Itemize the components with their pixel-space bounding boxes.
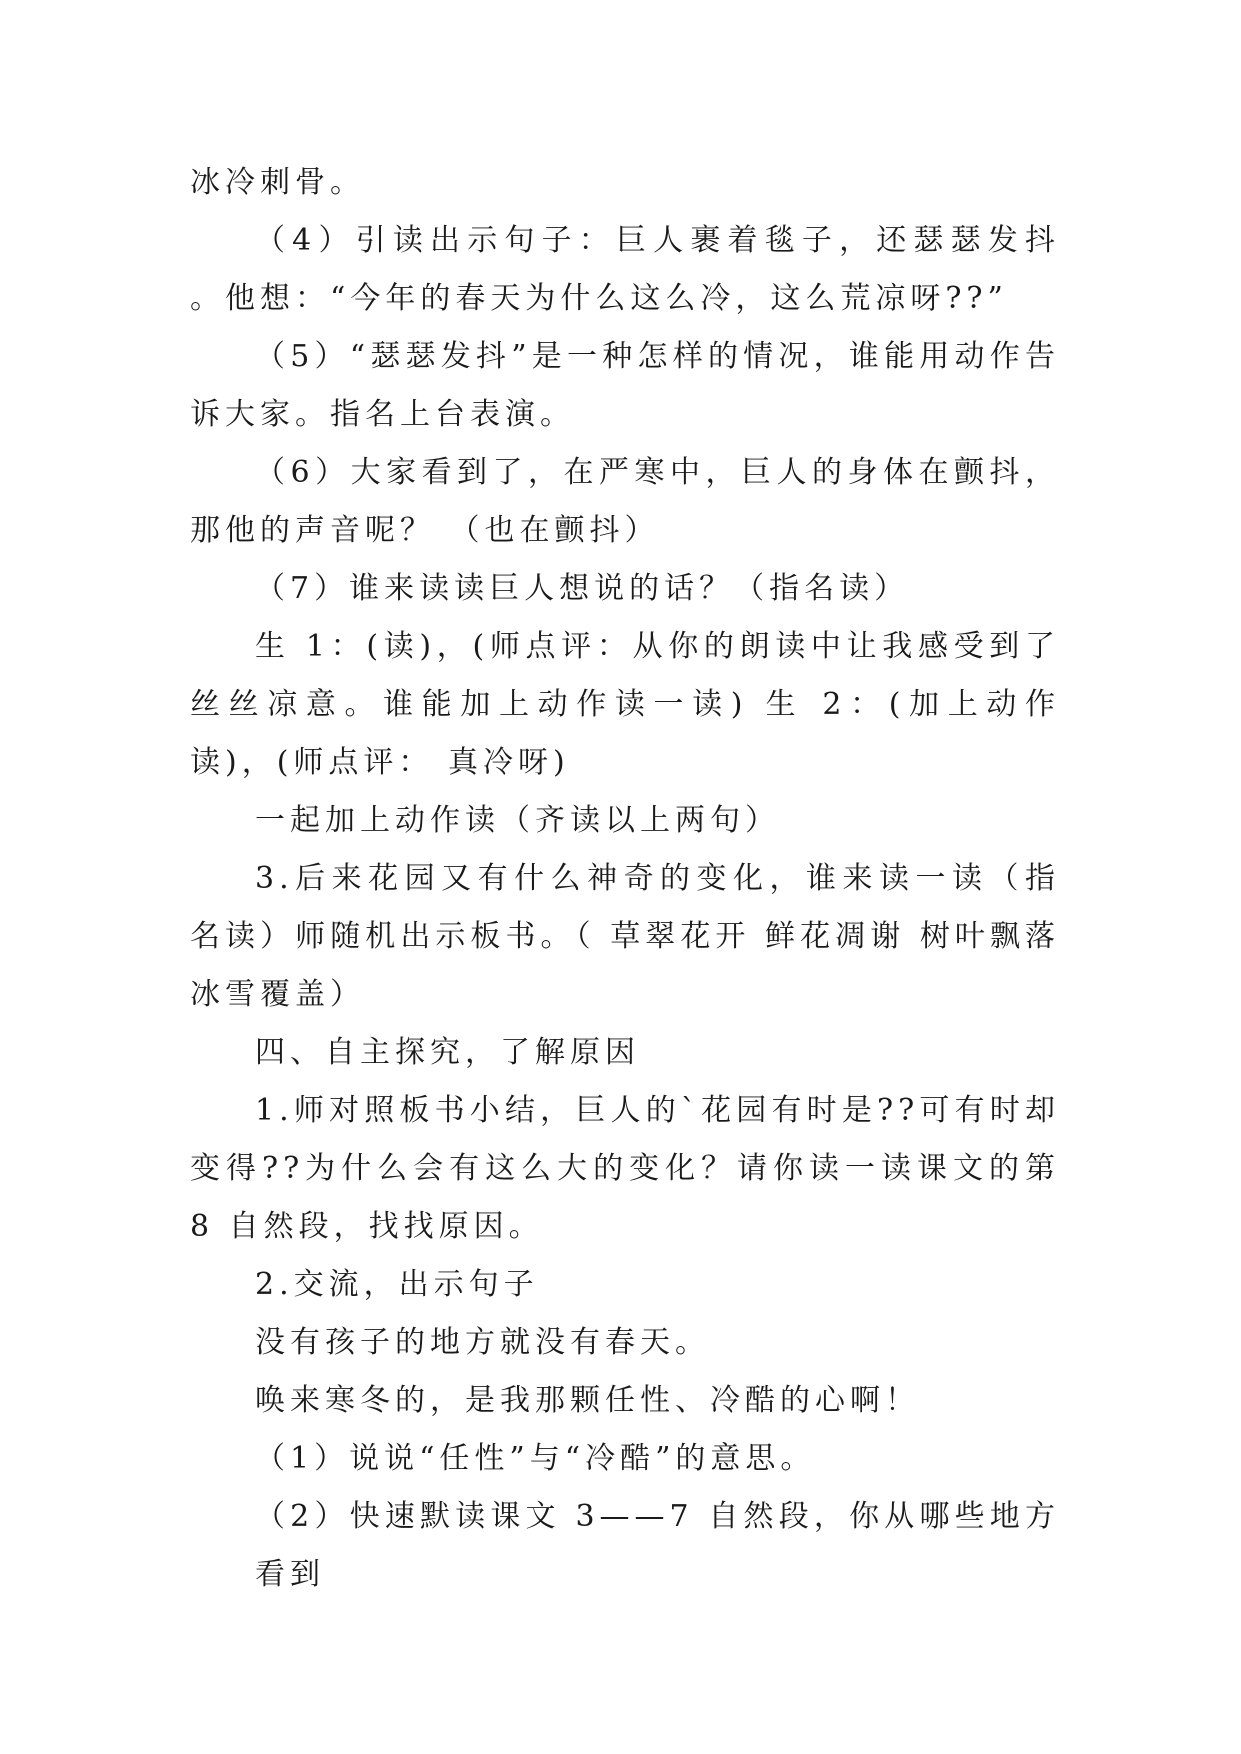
paragraph-10: 1.师对照板书小结，巨人的`花园有时是??可有时却变得??为什么会有这么大的变化？请你读一读课文的第 8 自然段，找找原因。 bbox=[190, 1093, 1060, 1244]
paragraph-5: （7）谁来读读巨人想说的话？（指名读） bbox=[255, 571, 910, 606]
paragraph-2: （4）引读出示句子：巨人裹着毯子，还瑟瑟发抖 。他想：“今年的春天为什么这么冷，这么荒凉呀??” bbox=[190, 223, 1060, 316]
paragraph-3: （5）“瑟瑟发抖”是一种怎样的情况，谁能用动作告诉大家。指名上台表演。 bbox=[190, 339, 1060, 432]
paragraph-1: 冰冷刺骨。 bbox=[190, 165, 365, 200]
paragraph-6: 生 1：(读)，(师点评：从你的朗读中让我感受到了丝丝凉意。谁能加上动作读一读) 生 2：(加上动作读)，(师点评： 真冷呀) bbox=[190, 629, 1060, 780]
paragraph-15: （2）快速默读课文 3——7 自然段，你从哪些地方看到 bbox=[255, 1499, 1060, 1592]
paragraph-4: （6）大家看到了，在严寒中，巨人的身体在颤抖，那他的声音呢？ （也在颤抖） bbox=[190, 455, 1060, 548]
section-heading: 四、自主探究，了解原因 bbox=[255, 1035, 640, 1070]
document-body bbox=[190, 154, 1060, 1604]
paragraph-11: 2.交流，出示句子 bbox=[255, 1267, 539, 1302]
paragraph-14: （1）说说“任性”与“冷酷”的意思。 bbox=[255, 1441, 816, 1476]
quoted-sentence-1: 没有孩子的地方就没有春天。 bbox=[255, 1325, 710, 1360]
paragraph-8: 3.后来花园又有什么神奇的变化，谁来读一读（指名读）师随机出示板书。（ 草翠花开 鲜花凋谢 树叶飘落 冰雪覆盖） bbox=[190, 861, 1060, 1012]
quoted-sentence-2: 唤来寒冬的，是我那颗任性、冷酷的心啊！ bbox=[255, 1383, 920, 1418]
paragraph-7: 一起加上动作读（齐读以上两句） bbox=[255, 803, 780, 838]
